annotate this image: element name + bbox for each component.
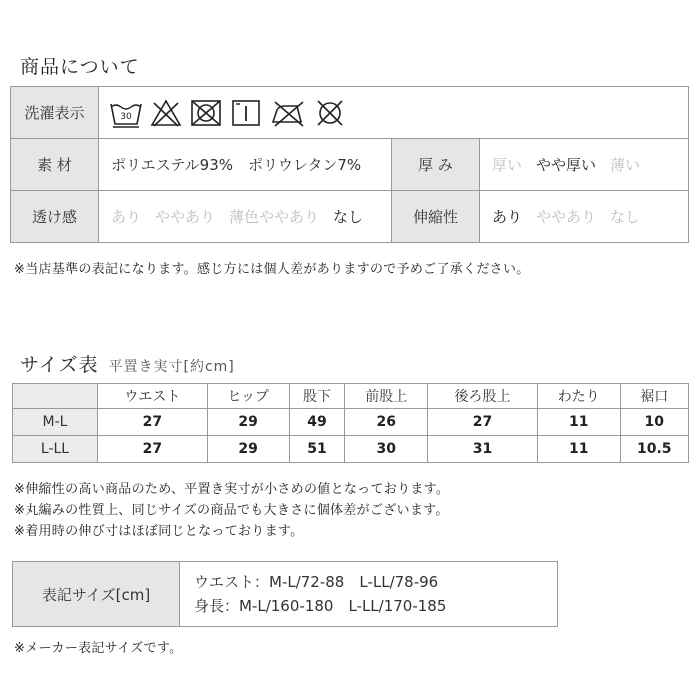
size-cell: 31 <box>428 436 538 463</box>
maker-waist-line: ウエスト：M-L/72-88 L-LL/78-96 <box>194 573 439 591</box>
stretch-options <box>480 191 689 243</box>
stretch-option: ややあり <box>536 208 597 226</box>
size-header: ウエスト <box>98 384 208 409</box>
maker-height-line: 身長：M-L/160-180 L-LL/170-185 <box>194 597 447 615</box>
size-cell: 29 <box>207 436 289 463</box>
table-row <box>13 436 689 463</box>
size-cell: 26 <box>345 409 428 436</box>
thickness-label: 厚 み <box>392 139 480 191</box>
size-header: 前股上 <box>345 384 428 409</box>
size-row-label: L-LL <box>13 436 98 463</box>
stretch-option: あり <box>492 208 523 226</box>
thickness-option: 厚い <box>492 156 523 174</box>
size-section-title <box>20 350 235 377</box>
sheer-label: 透け感 <box>11 191 99 243</box>
size-cell: 11 <box>537 409 620 436</box>
size-cell: 27 <box>98 409 208 436</box>
maker-note: ※メーカー表記サイズです。 <box>14 641 183 656</box>
table-row <box>13 409 689 436</box>
size-cell: 11 <box>537 436 620 463</box>
size-header: 股下 <box>289 384 345 409</box>
size-cell: 10 <box>620 409 688 436</box>
wash-temp-text: 30 <box>120 111 132 122</box>
size-note: ※着用時の伸び寸はほぼ同じとなっております。 <box>14 524 304 539</box>
maker-size-table <box>12 561 558 627</box>
size-header: 後ろ股上 <box>428 384 538 409</box>
material-label: 素 材 <box>11 139 99 191</box>
thickness-option: やや厚い <box>536 156 597 174</box>
product-note: ※当店基準の表記になります。感じ方には個人差がありますので予めご了承ください。 <box>14 262 530 277</box>
wash-label: 洗濯表示 <box>11 87 99 139</box>
thickness-options <box>480 139 689 191</box>
product-info-table <box>10 86 689 243</box>
size-table <box>12 383 689 463</box>
stretch-option: なし <box>610 208 641 226</box>
size-cell: 27 <box>98 436 208 463</box>
size-cell: 30 <box>345 436 428 463</box>
size-cell: 29 <box>207 409 289 436</box>
no-bleach-icon <box>149 98 183 128</box>
maker-size-values <box>180 562 558 627</box>
size-corner-cell <box>13 384 98 409</box>
size-title: サイズ表 <box>20 354 99 376</box>
size-cell: 51 <box>289 436 345 463</box>
thickness-option: 薄い <box>610 156 641 174</box>
sheer-options <box>99 191 392 243</box>
sheer-option: 薄色ややあり <box>229 208 320 226</box>
size-cell: 27 <box>428 409 538 436</box>
line-dry-icon <box>229 98 263 128</box>
no-iron-icon <box>269 98 307 128</box>
size-cell: 10.5 <box>620 436 688 463</box>
no-dry-clean-icon <box>313 98 347 128</box>
sheer-option: なし <box>333 208 364 226</box>
no-tumble-dry-icon <box>189 98 223 128</box>
size-header: 裾口 <box>620 384 688 409</box>
size-table-header <box>13 384 689 409</box>
size-subtitle: 平置き実寸[約cm] <box>108 359 235 375</box>
wash-30-icon <box>109 98 143 128</box>
size-note: ※丸編みの性質上、同じサイズの商品でも大きさに個体差がございます。 <box>14 503 449 518</box>
stretch-label: 伸縮性 <box>392 191 480 243</box>
product-section-title: 商品について <box>20 56 140 78</box>
size-cell: 49 <box>289 409 345 436</box>
sheer-option: ややあり <box>155 208 216 226</box>
maker-size-label: 表記サイズ[cm] <box>13 562 180 627</box>
size-header: わたり <box>537 384 620 409</box>
size-row-label: M-L <box>13 409 98 436</box>
material-value: ポリエステル93% ポリウレタン7% <box>99 139 392 191</box>
sheer-option: あり <box>111 208 142 226</box>
wash-icons-cell <box>99 87 689 139</box>
size-header: ヒップ <box>207 384 289 409</box>
size-note: ※伸縮性の高い商品のため、平置き実寸が小さめの値となっております。 <box>14 482 450 497</box>
